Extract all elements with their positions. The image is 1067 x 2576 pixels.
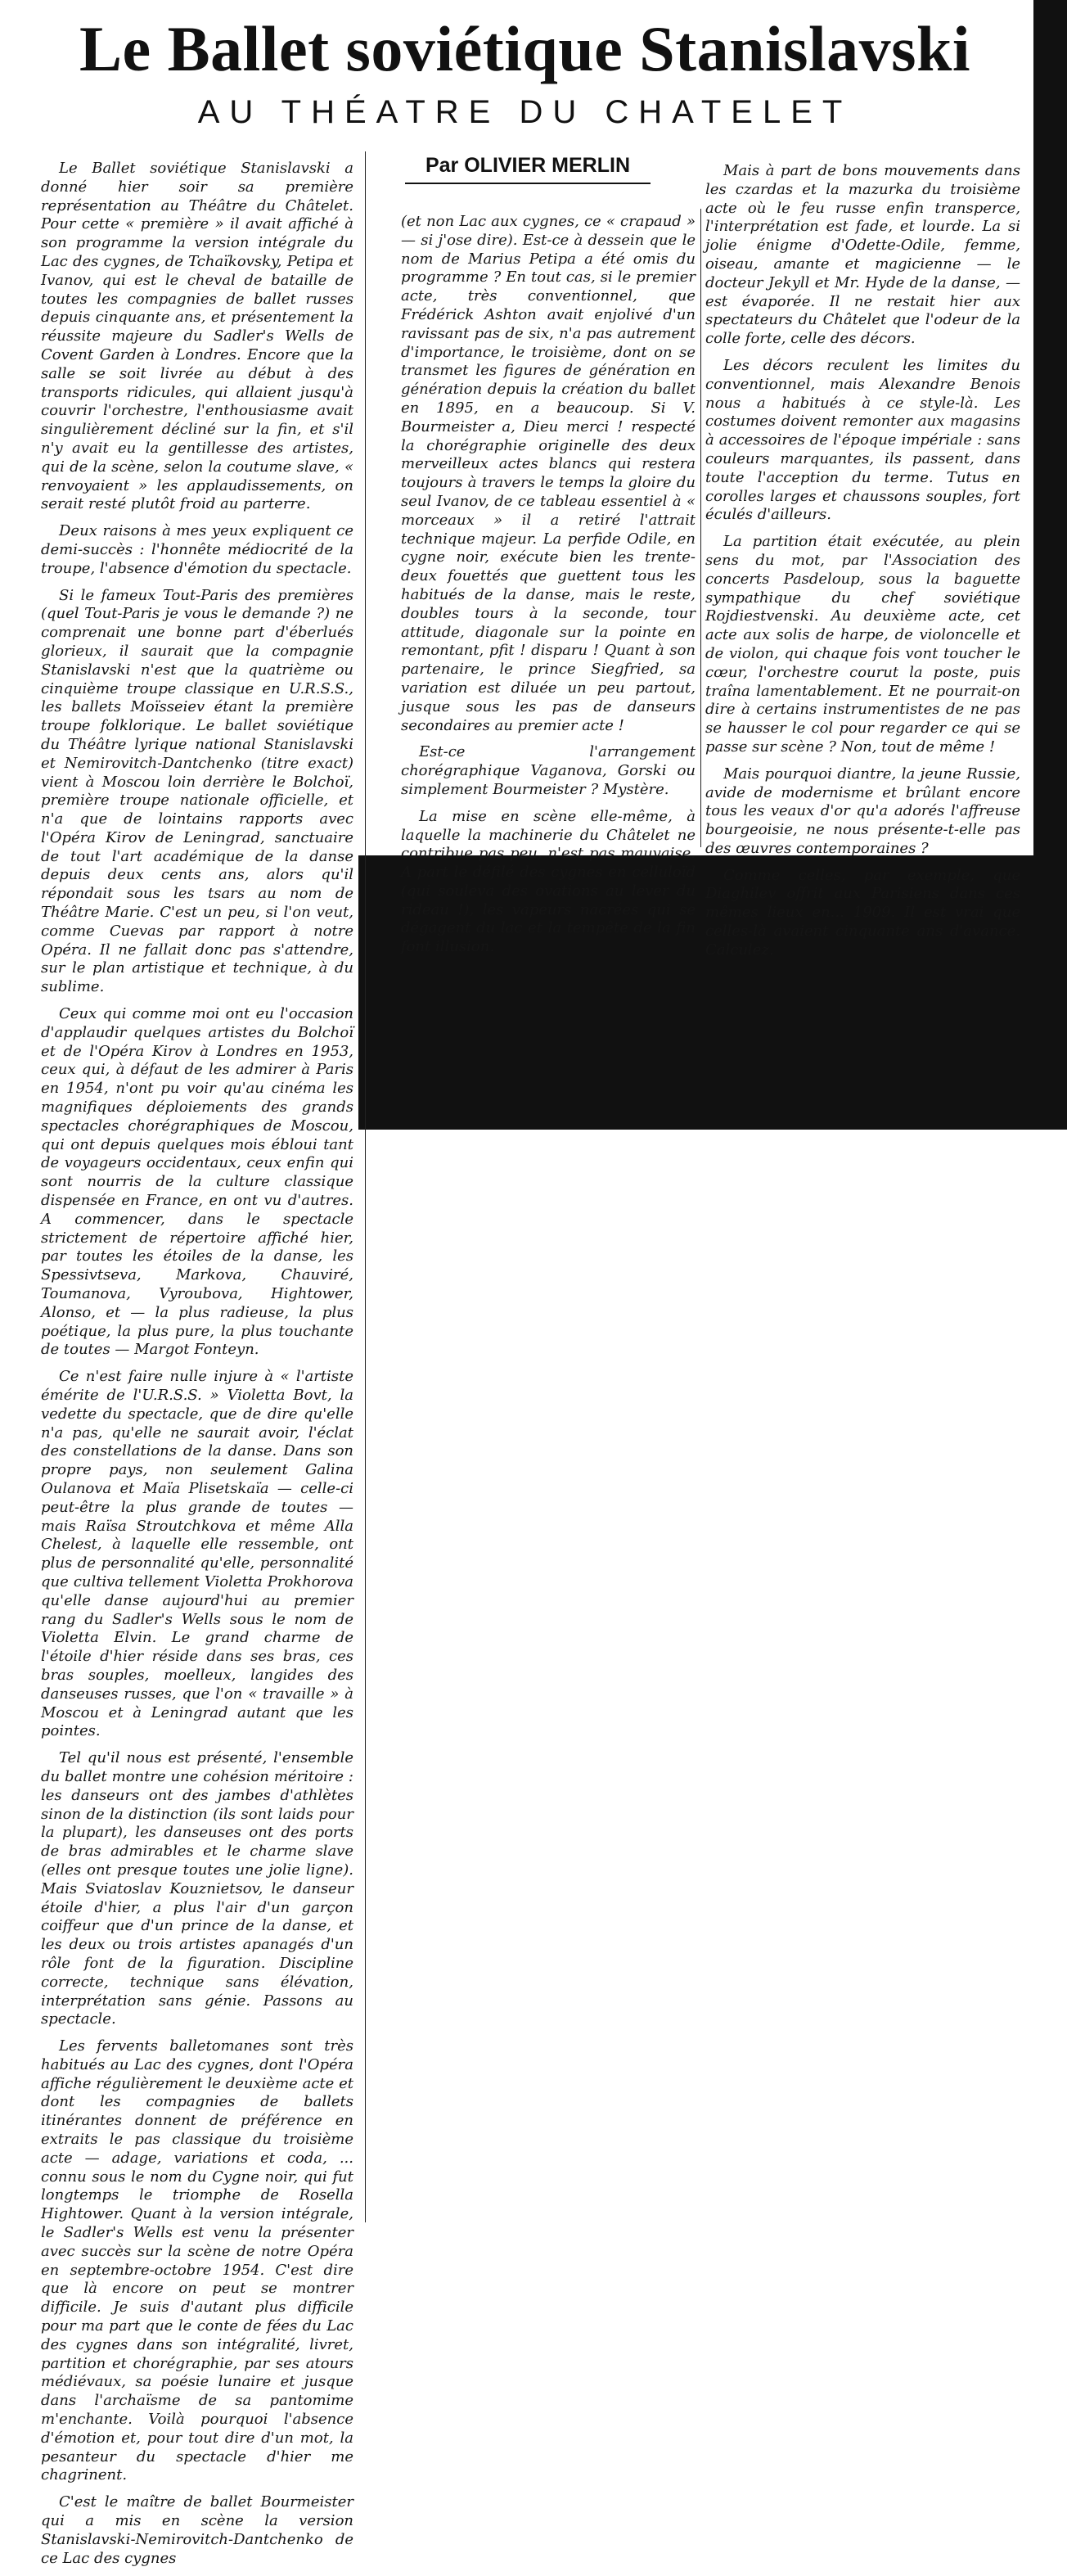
article-column-3 [705, 162, 1020, 968]
column-rule-2 [700, 209, 701, 847]
paragraph: La partition était exécutée, au plein sens du mot, par l'Association des concerts Pasdeloup, sous la baguette sympathique du chef soviétique Rojdiestvenski. Au deuxième acte, cet acte aux solis de harpe, de violoncelle et de violon, qui chaque fois vont toucher le cœur, l'orchestre courut la poste, puis traîna lamentablement. Et ne pourrait-on dire à certains instrumentistes de ne pas se hausser le col pour regarder ce qui se passe sur scène ? Non, tout de même ! [705, 533, 1020, 756]
paragraph: C'est le maître de ballet Bourmeister qui a mis en scène la version Stanislavski-Nemirovitch-Dantchenko de ce Lac des cygnes [41, 2493, 353, 2567]
paragraph: Ceux qui comme moi ont eu l'occasion d'applaudir quelques artistes du Bolchoï et de l'Opéra Kirov à Londres en 1953, ceux qui, à défaut de les admirer à Paris en 1954, n'ont pu voir qu'au cinéma les magnifiques déploiements des grands spectacles chorégraphiques de Moscou, qui ont depuis quelques mois ébloui tant de voyageurs occidentaux, ceux enfin qui sont nourris de la culture classique dispensée en France, en ont vu d'autres. A commencer, dans le spectacle strictement de répertoire affiché hier, par toutes les étoiles de la danse, les Spessivtseva, Markova, Chauviré, Toumanova, Vyroubova, Hightower, Alonso, et — la plus radieuse, la plus poétique, la plus pure, la plus touchante de toutes — Margot Fonteyn. [41, 1005, 353, 1359]
paragraph: (et non Lac aux cygnes, ce « crapaud » — si j'ose dire). Est-ce à dessein que le nom de Marius Petipa a été omis du programme ? En tout cas, si le premier acte, très conventionnel, que Frédérick Ashton avait enjolivé d'un ravissant pas de six, n'a pas autrement d'importance, le troisième, dont on se transmet les figures de génération en génération depuis la création du ballet en 1895, en a beaucoup. Si V. Bourmeister a, Dieu merci ! respecté la chorégraphie originelle des deux merveilleux actes blancs qui restera toujours à travers le temps la gloire du seul Ivanov, de ce tableau essentiel à « morceaux » il a retiré l'attrait technique majeur. La perfide Odile, en cygne noir, exécute bien les trente-deux fouettés que guettent tous les habitués de la danse, mais le reste, doubles tours à la seconde, tour attitude, diagonale sur la pointe en remontant, pfit ! disparu ! Quant à son partenaire, le prince Siegfried, sa variation est diluée un peu partout, jusque sous les pas de danseurs secondaires au premier acte ! [401, 213, 696, 734]
article-byline: Par OLIVIER MERLIN [405, 154, 651, 184]
paragraph: Mais à part de bons mouvements dans les czardas et la mazurka du troisième acte où le feu russe enfin transperce, l'interprétation est fade, et lourde. La si jolie énigme d'Odette-Odile, femme, oiseau, amante et magicienne — le docteur Jekyll et Mr. Hyde de la danse, — est évaporée. Il ne restait hier aux spectateurs du Châtelet que l'odeur de la colle forte, celle des décors. [705, 162, 1020, 348]
paragraph: Deux raisons à mes yeux expliquent ce demi-succès : l'honnête médiocrité de la troupe, l'absence d'émotion du spectacle. [41, 522, 353, 577]
paragraph: Les décors reculent les limites du conventionnel, mais Alexandre Benois nous a habitués à ce style-là. Les costumes doivent remonter aux magasins à accessoires de l'époque impériale : sans couleurs marquantes, ils passent, dans toute l'acception du terme. Tutus en corolles larges et chaussons souples, fort éculés d'ailleurs. [705, 356, 1020, 524]
article-subheadline: AU THÉATRE DU CHATELET [197, 94, 853, 130]
paragraph: Le Ballet soviétique Stanislavski a donné hier soir sa première représentation au Théâtre du Châtelet. Pour cette « première » il avait affiché à son programme la version intégrale du Lac des cygnes, de Tchaïkovsky, Petipa et Ivanov, qui est le cheval de bataille de toutes les compagnies de ballet russes depuis cinquante ans, et présentement la réussite majeure du Sadler's Wells de Covent Garden à Londres. Encore que la salle se soit livrée au début à des transports ridicules, qui allaient jusqu'à couvrir l'orchestre, l'enthousiasme avait singulièrement décliné sur la fin, et s'il n'y avait eu la gentillesse des artistes, qui de la scène, selon la coutume slave, « renvoyaient » les applaudissements, on serait resté plutôt froid au parterre. [41, 160, 353, 513]
paragraph: Tel qu'il nous est présenté, l'ensemble du ballet montre une cohésion méritoire : les danseurs ont des jambes d'athlètes sinon de la distinction (ils sont laids pour la plupart), les danseuses ont des ports de bras admirables et le charme slave (elles ont presque toutes une jolie ligne). Mais Sviatoslav Kouznietsov, le danseur étoile d'hier, a plus l'air d'un garçon coiffeur que d'un prince de la danse, et les deux ou trois artistes apanagés d'un rôle font de la figuration. Discipline correcte, technique sans élévation, interprétation sans génie. Passons au spectacle. [41, 1749, 353, 2028]
paragraph: Mais pourquoi diantre, la jeune Russie, avide de modernisme et brûlant encore tous les veaux d'or qu'a adorés l'affreuse bourgeoisie, ne nous présente-t-elle pas des œuvres contemporaines ? [705, 765, 1020, 857]
paragraph: Est-ce l'arrangement chorégraphique Vaganova, Gorski ou simplement Bourmeister ? Mystère. [401, 743, 696, 798]
paragraph: Ce n'est faire nulle injure à « l'artiste émérite de l'U.R.S.S. » Violetta Bovt, la vedette du spectacle, que de dire qu'elle n'a pas, qu'elle ne saurait avoir, l'éclat des constellations de la danse. Dans son propre pays, non seulement Galina Oulanova et Maïa Plisetskaïa — celle-ci peut-être la plus grande de toutes — mais Raïsa Stroutchkova et même Alla Chelest, à laquelle elle ressemble, ont plus de personnalité qu'elle, personnalité que cultiva tellement Violetta Prokhorova qu'elle danse aujourd'hui au premier rang du Sadler's Wells sous le nom de Violetta Elvin. Le grand charme de l'étoile d'hier réside dans ses bras, ces bras souples, moelleux, langides des danseuses russes, que l'on « travaille » à Moscou et à Leningrad autant que les pointes. [41, 1368, 353, 1740]
scan-background-right [1033, 0, 1067, 855]
article-headline: Le Ballet soviétique Stanislavski [79, 13, 971, 84]
paragraph: Si le fameux Tout-Paris des premières (quel Tout-Paris je vous le demande ?) ne comprenait une bonne part d'éberlués glorieux, il saurait que la compagnie Stanislavski n'est que la quatrième ou cinquième troupe classique en U.R.S.S., les ballets Moïsseiev étant la première troupe folklorique. Le ballet soviétique du Théâtre lyrique national Stanislavski et Nemirovitch-Dantchenko (titre exact) vient à Moscou loin derrière le Bolchoï, première troupe nationale officielle, et n'a que de lointains rapports avec l'Opéra Kirov de Leningrad, sanctuaire de tout l'art académique de la danse depuis deux cents ans, alors qu'il répondait sous les tsars au nom de Théâtre Marie. C'est un peu, si l'on veut, comme Cuevas par rapport à notre Opéra. Il ne fallait donc pas s'attendre, sur le plan artistique et technique, à du sublime. [41, 586, 353, 996]
paragraph: Les fervents balletomanes sont très habitués au Lac des cygnes, dont l'Opéra affiche régulièrement le deuxième acte et dont les compagnies de ballets itinérantes donnent de préférence en extraits le pas classique du troisième acte — adage, variations et coda, ... connu sous le nom du Cygne noir, qui fut longtemps le triomphe de Rosella Hightower. Quant à la version intégrale, le Sadler's Wells est venu la présenter avec succès sur la scène de notre Opéra en septembre-octobre 1954. C'est dire que là encore on peut se montrer difficile. Je suis d'autant plus difficile pour ma part que le conte de fées du Lac des cygnes dans son intégralité, livret, partition et chorégraphie, par ses atours médiévaux, sa poésie lunaire et jusque dans l'archaïsme de sa pantomime m'enchante. Voilà pourquoi l'absence d'émotion et, pour tout dire d'un mot, la pesanteur du spectacle d'hier me chagrinent. [41, 2037, 353, 2484]
column-rule-1 [365, 151, 366, 2222]
paragraph: La mise en scène elle-même, à laquelle la machinerie du Châtelet ne contribue pas peu, n'est pas mauvaise. A part le défilé des cygnes en celluloïd (qui souleva des ovations au lever du rideau !), les vapeurs nacrées qui se dégagent du lac et la tempête de la fin font illusion. [401, 807, 696, 956]
article-column-2 [401, 213, 696, 965]
paragraph: Comme celles, par exemple, que Diaghilev offrit aux Parisiens dans ces mêmes lieux en... 1909. Il est vrai que celles-là avaient cinquante ans d'avance. Calculez. [705, 866, 1020, 959]
article-column-1 [41, 160, 353, 2576]
